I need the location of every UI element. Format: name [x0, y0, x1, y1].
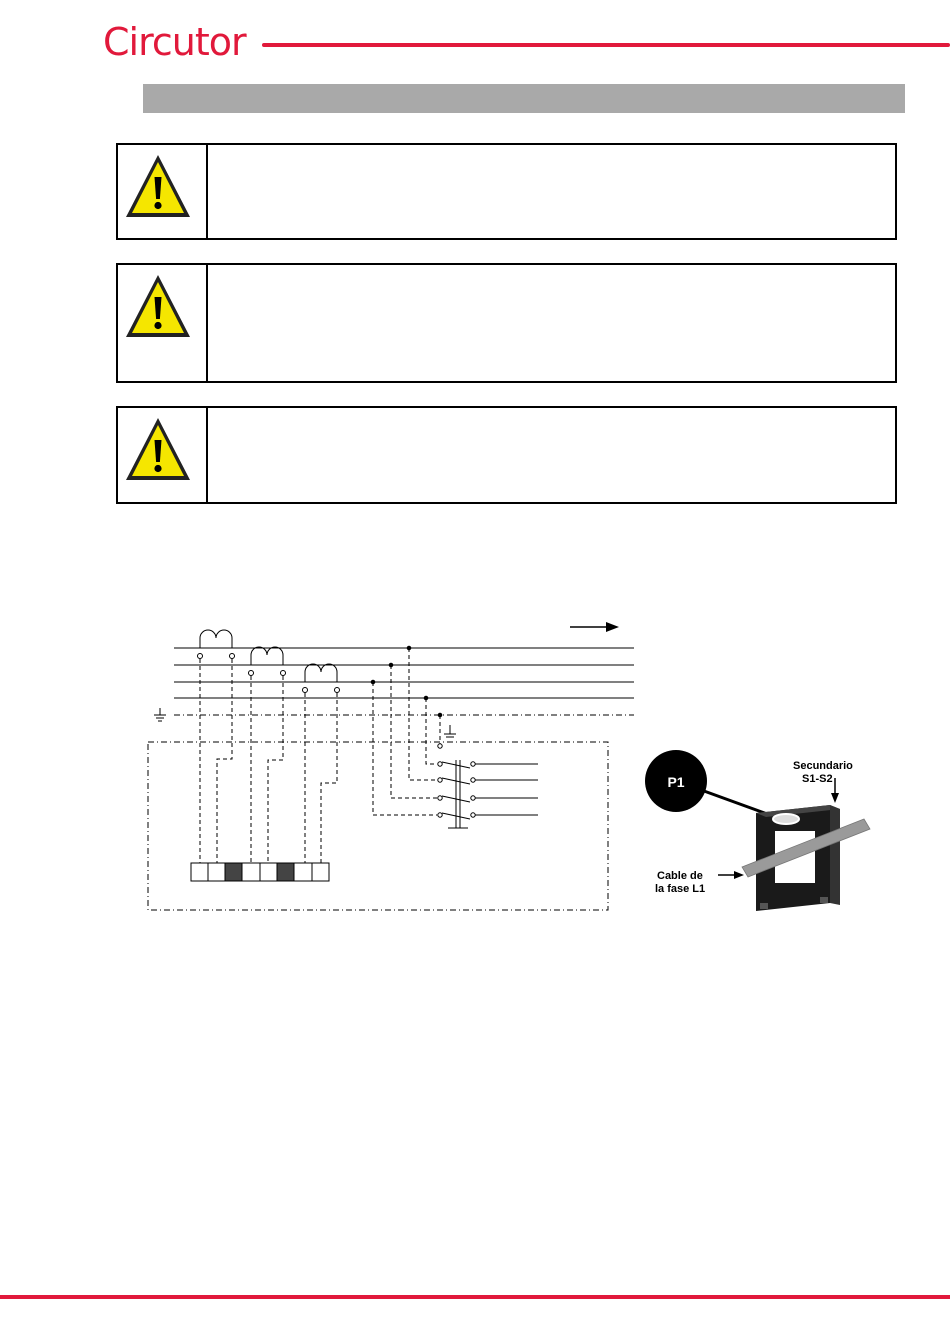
secondary-label-line2: S1-S2 — [802, 773, 833, 785]
ct-coil-l3 — [303, 664, 340, 693]
brand-logo — [103, 20, 246, 64]
section-heading-bar — [143, 84, 905, 113]
warning-icon-cell — [118, 145, 208, 238]
header-rule — [262, 43, 950, 47]
terminal-block — [191, 863, 329, 881]
current-transformer-figure — [630, 735, 875, 915]
warning-triangle-icon — [123, 271, 193, 341]
p1-marker — [645, 750, 707, 812]
ground-icon — [444, 725, 456, 737]
warning-box-3 — [116, 406, 897, 504]
cable-label-line2: la fase L1 — [655, 883, 706, 895]
ct-coil-l1 — [198, 630, 235, 659]
warning-triangle-icon — [123, 414, 193, 484]
footer-rule — [0, 1295, 950, 1299]
disconnect-switch — [438, 744, 538, 828]
ct-coil-l2 — [249, 647, 286, 676]
flow-arrow-icon — [570, 622, 619, 632]
secondary-label-line1: Secundario — [793, 760, 853, 772]
warning-icon-cell — [118, 408, 208, 502]
warning-box-2 — [116, 263, 897, 383]
cable-label-line1: Cable de — [657, 870, 703, 882]
ground-icon — [154, 708, 166, 721]
wiring-diagram — [140, 610, 640, 915]
p1-label: P1 — [667, 774, 685, 790]
warning-box-1 — [116, 143, 897, 240]
logo-text: Circutor — [103, 20, 246, 64]
warning-triangle-icon — [123, 151, 193, 221]
warning-icon-cell — [118, 265, 208, 381]
